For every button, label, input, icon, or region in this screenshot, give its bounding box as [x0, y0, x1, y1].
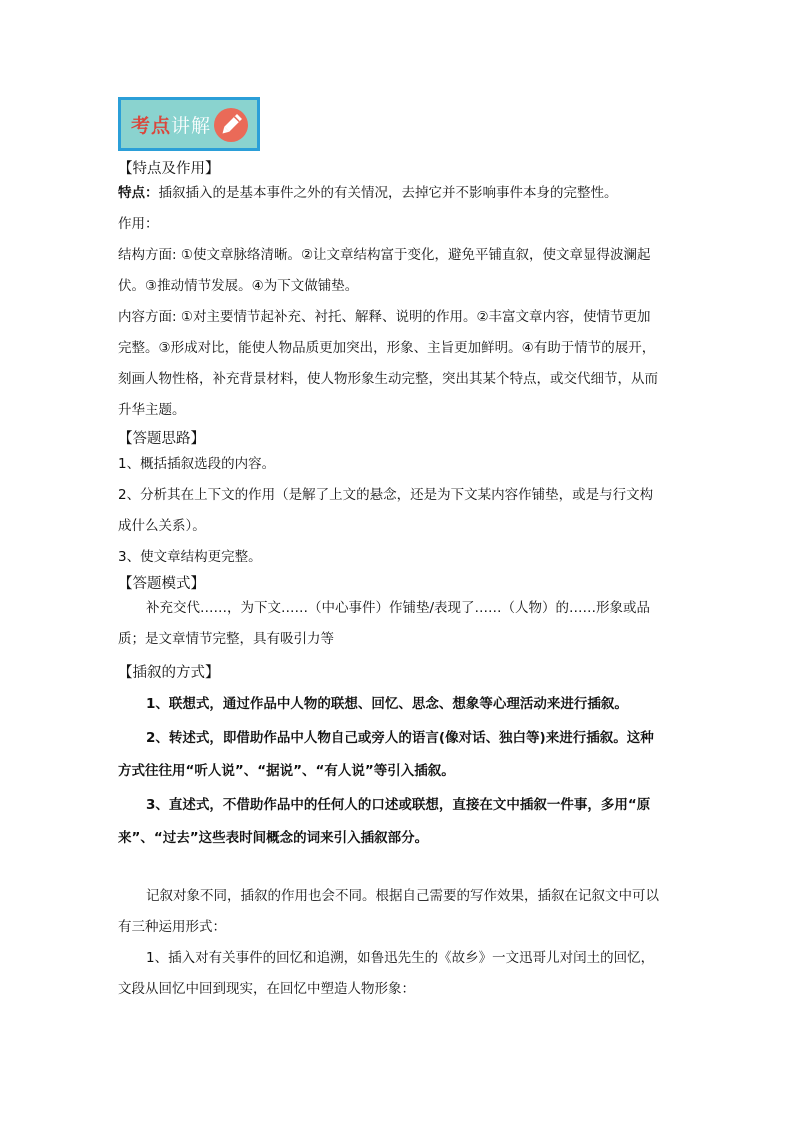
approach-item-3: 3、使文章结构更完整。 — [118, 549, 262, 565]
usage-item-1-line-2: 文段从回忆中回到现实，在回忆中塑造人物形象： — [118, 981, 415, 997]
function-label: 作用： — [118, 216, 159, 232]
method-item-3-line-2: 来”、“过去”这些表时间概念的词来引入插叙部分。 — [118, 830, 429, 846]
feature-label: 特点： — [118, 185, 159, 201]
content-line-1: 内容方面: ①对主要情节起补充、衬托、解释、说明的作用。②丰富文章内容，使情节更加 — [118, 309, 651, 325]
pattern-line-1: 补充交代……，为下文……（中心事件）作铺垫/表现了……（人物）的……形象或品 — [146, 600, 651, 616]
badge-text-white: 讲解 — [171, 114, 212, 137]
section-badge — [118, 97, 260, 151]
approach-item-2-line-1: 2、分析其在上下文的作用（是解了上文的悬念，还是为下文某内容作铺垫，或是与行文构 — [118, 487, 654, 503]
badge-text-red: 考点 — [131, 114, 172, 137]
structure-line-2: 伏。③推动情节发展。④为下文做铺垫。 — [118, 278, 359, 294]
feature-line — [118, 183, 618, 203]
content-line-2: 完整。③形成对比，能使人物品质更加突出，形象、主旨更加鲜明。④有助于情节的展开， — [118, 340, 656, 356]
pencil-icon — [213, 107, 249, 143]
structure-line-1: 结构方面: ①使文章脉络清晰。②让文章结构富于变化，避免平铺直叙，使文章显得波澜起 — [118, 247, 651, 263]
heading-insertion-methods: 【插叙的方式】 — [118, 665, 220, 681]
content-line-3: 刻画人物性格，补充背景材料，使人物形象生动完整，突出其某个特点，或交代细节，从而 — [118, 371, 658, 387]
pattern-line-2: 质；是文章情节完整，具有吸引力等 — [118, 631, 334, 647]
content-line-4: 升华主题。 — [118, 402, 186, 418]
method-item-2-line-2: 方式往往用“听人说”、“据说”、“有人说”等引入插叙。 — [118, 763, 455, 779]
method-item-3-line-1: 3、直述式，不借助作品中的任何人的口述或联想，直接在文中插叙一件事，多用“原 — [146, 797, 651, 813]
approach-item-1: 1、概括插叙选段的内容。 — [118, 456, 276, 472]
method-item-2-line-1: 2、转述式，即借助作品中人物自己或旁人的语言(像对话、独白等)来进行插叙。这种 — [146, 730, 654, 746]
heading-answer-pattern: 【答题模式】 — [118, 576, 205, 592]
method-item-1: 1、联想式，通过作品中人物的联想、回忆、思念、想象等心理活动来进行插叙。 — [146, 696, 628, 712]
usage-para-line-2: 有三种运用形式： — [118, 919, 226, 935]
usage-para-line-1: 记叙对象不同，插叙的作用也会不同。根据自己需要的写作效果，插叙在记叙文中可以 — [146, 888, 659, 904]
heading-features: 【特点及作用】 — [118, 161, 220, 177]
heading-answer-approach: 【答题思路】 — [118, 431, 205, 447]
document-page — [118, 97, 688, 997]
approach-item-2-line-2: 成什么关系）。 — [118, 518, 206, 534]
feature-text: 插叙插入的是基本事件之外的有关情况，去掉它并不影响事件本身的完整性。 — [158, 185, 618, 201]
usage-item-1-line-1: 1、插入对有关事件的回忆和追溯，如鲁迅先生的《故乡》一文迅哥儿对闰土的回忆， — [146, 950, 655, 966]
